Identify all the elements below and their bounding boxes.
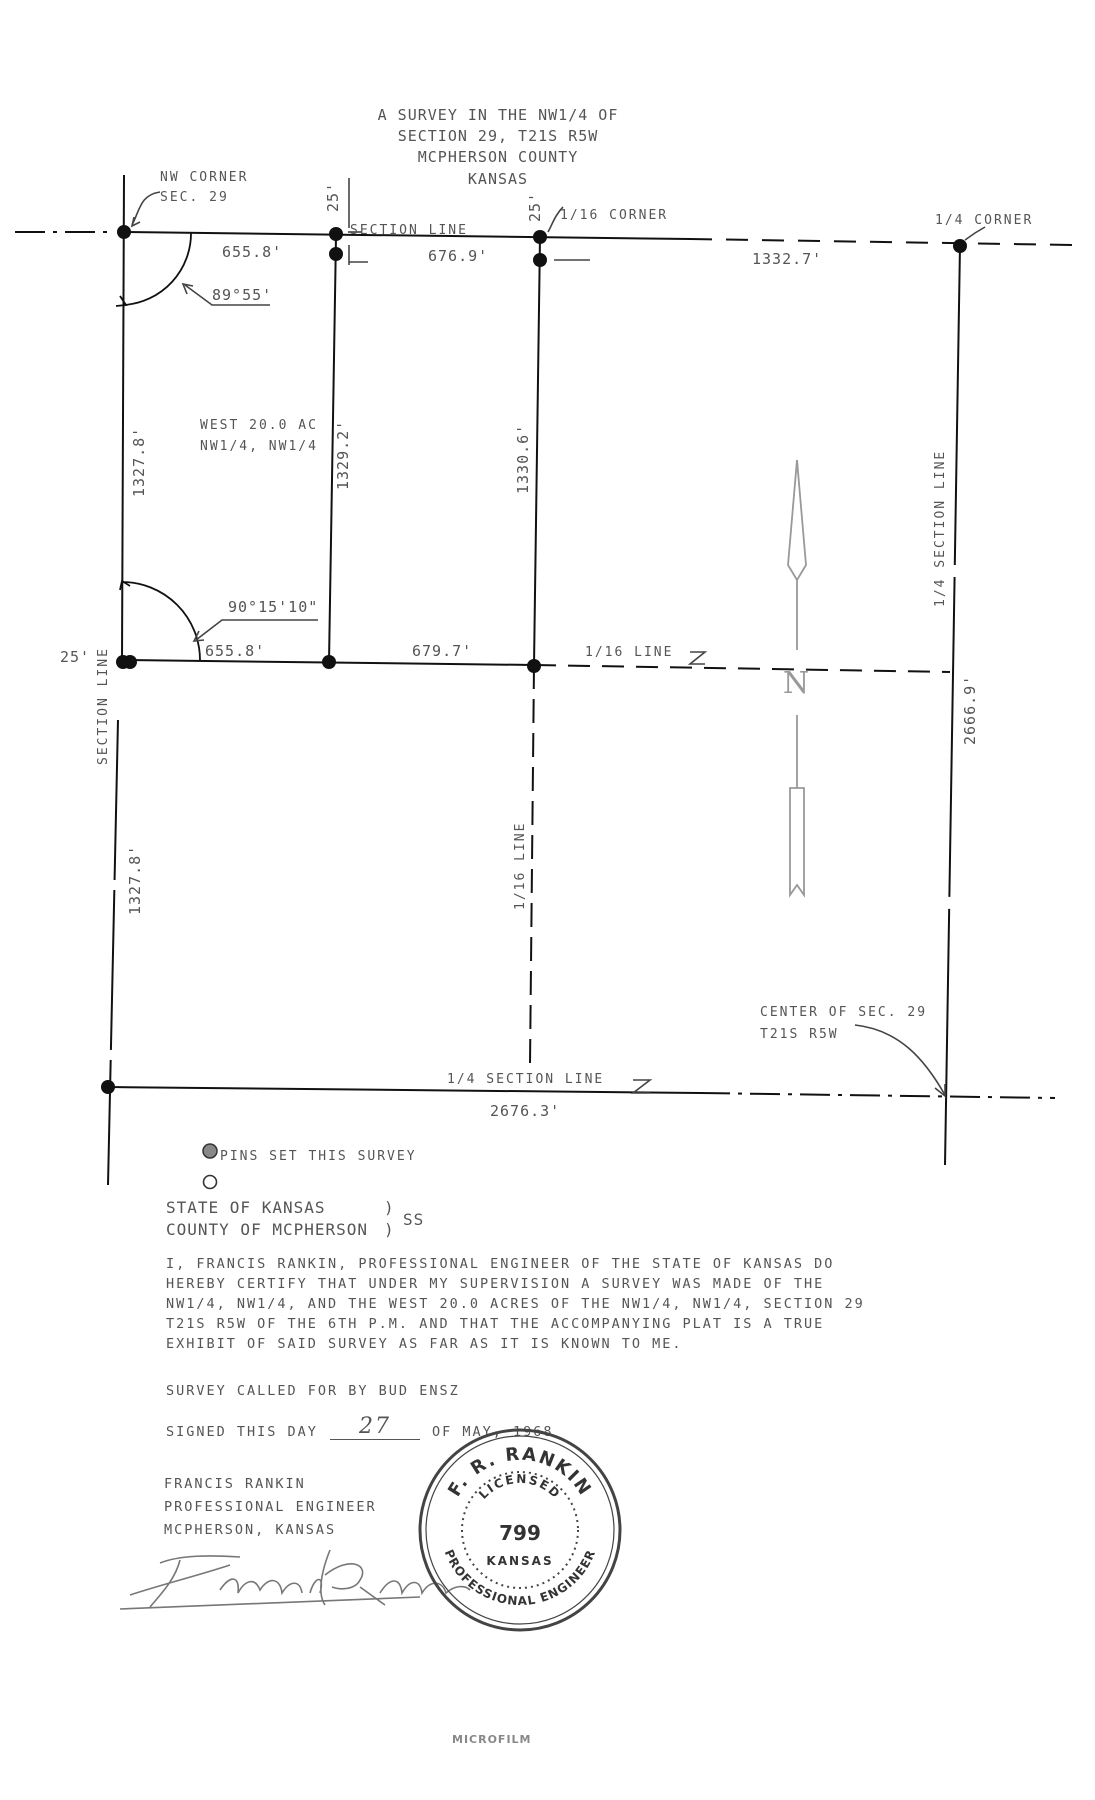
sixteenth-line-south: [530, 665, 534, 1065]
cert-paren-1: ): [384, 1198, 395, 1217]
west-20-label-2: NW1/4, NW1/4: [200, 439, 318, 454]
quarter-section-line-h-label: 1/4 SECTION LINE: [447, 1072, 605, 1087]
pin-nw-corner: [117, 225, 131, 239]
dist-top-2: 676.9': [428, 247, 489, 265]
angle-sw-label: 90°15'10": [228, 598, 319, 616]
nw-corner-label-2: SEC. 29: [160, 190, 229, 205]
sixteenth-line-v-label: 1/16 LINE: [513, 821, 528, 910]
offset-25-a: 25': [324, 181, 342, 212]
seal-state: KANSAS: [486, 1554, 554, 1568]
title-line-2: SECTION 29, T21S R5W: [397, 127, 599, 145]
signer-city: MCPHERSON, KANSAS: [164, 1522, 337, 1538]
signer-title: PROFESSIONAL ENGINEER: [164, 1499, 377, 1515]
cert-county: COUNTY OF MCPHERSON: [166, 1220, 369, 1239]
cert-signed-prefix: SIGNED THIS DAY: [166, 1424, 318, 1440]
sixteenth-line-north: [534, 237, 540, 665]
title-line-3: MCPHERSON COUNTY: [417, 148, 579, 166]
cert-line-3: NW1/4, NW1/4, AND THE WEST 20.0 ACRES OF THE NW1/4, NW1/4, SECTION 29: [166, 1296, 865, 1312]
legend-pin-found-icon: [204, 1176, 217, 1189]
dist-left-upper: 1327.8': [130, 426, 148, 497]
cert-line-2: HEREBY CERTIFY THAT UNDER MY SUPERVISION A SURVEY WAS MADE OF THE: [166, 1276, 825, 1292]
quarter-section-line-v-label: 1/4 SECTION LINE: [933, 449, 948, 607]
leader-center: [855, 1025, 945, 1095]
dist-top-3: 1332.7': [752, 250, 823, 268]
dist-bottom: 2676.3': [490, 1102, 561, 1120]
dist-mid-row-1: 655.8': [205, 642, 266, 660]
offset-25-c: 25': [60, 648, 91, 666]
pin-quarter-corner: [953, 239, 967, 253]
seal-licensed: LICENSED: [476, 1471, 564, 1502]
cert-called-for: SURVEY CALLED FOR BY BUD ENSZ: [166, 1383, 460, 1399]
center-label-2: T21S R5W: [760, 1027, 839, 1042]
microfilm-stamp: MICROFILM: [452, 1733, 532, 1746]
dist-mid-row-2: 679.7': [412, 642, 473, 660]
dist-top-1: 655.8': [222, 243, 283, 261]
cert-signed-day: 27: [330, 1414, 420, 1440]
center-label-1: CENTER OF SEC. 29: [760, 1005, 928, 1020]
quarter-section-line-east: [945, 245, 960, 1165]
leader-angle-sw: [196, 620, 318, 640]
angle-arc-sw: [122, 582, 200, 660]
offset-25-b: 25': [526, 191, 544, 222]
cert-ss: SS: [403, 1210, 425, 1229]
cert-state: STATE OF KANSAS: [166, 1198, 326, 1217]
leader-nw-corner: [132, 192, 160, 225]
left-section-line: [122, 175, 124, 660]
legend-pin-set-icon: [203, 1144, 217, 1158]
seal-bottom: PROFESSIONAL ENGINEER: [441, 1547, 599, 1609]
svg-text:LICENSED: [476, 1472, 564, 1502]
dist-left-lower: 1327.8': [126, 844, 144, 915]
dist-mid-2: 1330.6': [514, 423, 532, 494]
sixteenth-corner-label: 1/16 CORNER: [560, 208, 669, 223]
cert-line-4: T21S R5W OF THE 6TH P.M. AND THAT THE ACCOMPANYING PLAT IS A TRUE: [166, 1316, 825, 1332]
cert-signed-suffix: OF MAY, 1968: [432, 1424, 554, 1440]
section-line-left-label: SECTION LINE: [96, 647, 111, 765]
angle-arc-nw: [124, 232, 191, 305]
quarter-corner-label: 1/4 CORNER: [935, 213, 1034, 228]
pin-sw-corner: [101, 1080, 115, 1094]
west-20-label-1: WEST 20.0 AC: [200, 418, 318, 433]
pin-mid-2: [527, 659, 541, 673]
legend-pins-set-label: PINS SET THIS SURVEY: [220, 1149, 417, 1164]
pin-west-2: [123, 655, 137, 669]
pin-top-2: [329, 247, 343, 261]
angle-nw-label: 89°55': [212, 286, 273, 304]
seal-name: F. R. RANKIN: [444, 1443, 596, 1501]
dist-mid-1: 1329.2': [334, 419, 352, 490]
cert-paren-2: ): [384, 1220, 395, 1239]
sixteenth-line-h-label: 1/16 LINE: [585, 645, 674, 660]
nw-corner-label-1: NW CORNER: [160, 170, 249, 185]
section-line-top-label: SECTION LINE: [350, 223, 468, 238]
signature-block: [164, 1476, 377, 1538]
pin-top-1: [329, 227, 343, 241]
cert-line-5: EXHIBIT OF SAID SURVEY AS FAR AS IT IS KNOWN TO ME.: [166, 1336, 683, 1352]
pin-sixteenth-corner: [533, 230, 547, 244]
signer-name: FRANCIS RANKIN: [164, 1476, 306, 1492]
seal-number: 799: [499, 1521, 541, 1545]
pin-mid-1: [322, 655, 336, 669]
title-line-4: KANSAS: [467, 170, 529, 188]
title-line-1: A SURVEY IN THE NW1/4 OF: [377, 106, 619, 124]
north-letter: N: [782, 666, 810, 701]
leader-quarter-corner: [965, 227, 985, 240]
cert-line-1: I, FRANCIS RANKIN, PROFESSIONAL ENGINEER OF THE STATE OF KANSAS DO: [166, 1256, 835, 1272]
dist-right: 2666.9': [961, 674, 979, 745]
engineer-seal: [415, 1425, 625, 1635]
pin-sixteenth-2: [533, 253, 547, 267]
quarter-section-line-south: [108, 1087, 700, 1093]
